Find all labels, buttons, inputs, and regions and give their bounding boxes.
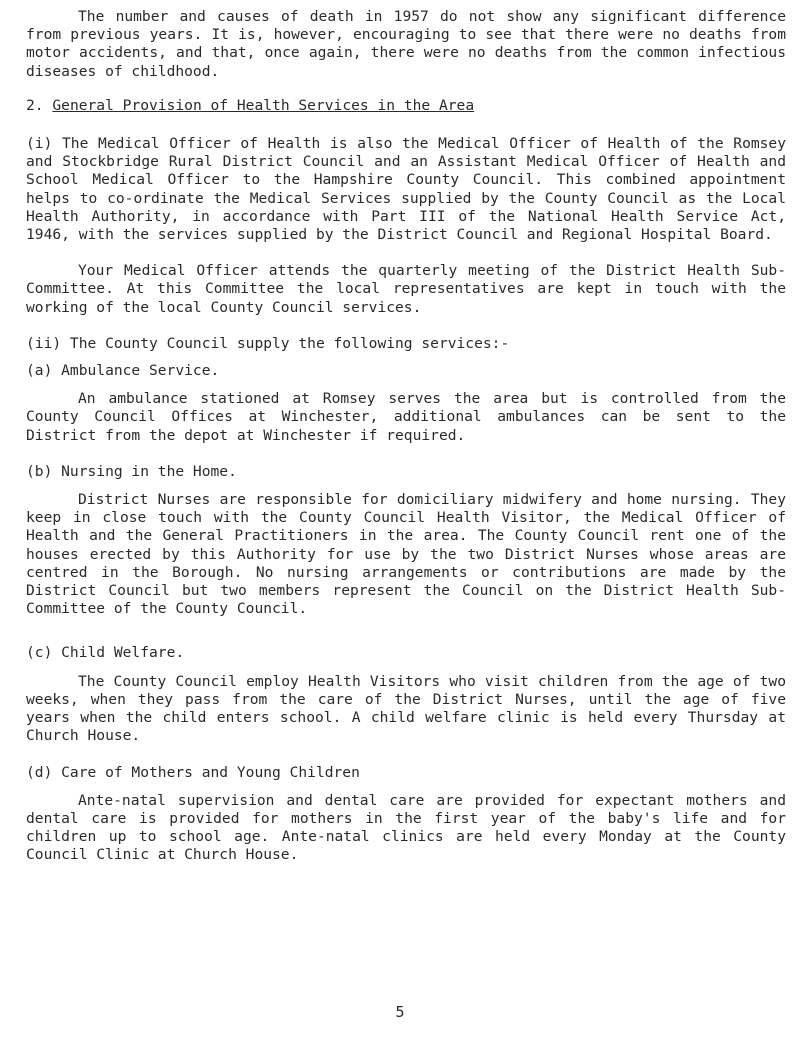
paragraph-i-continued: Your Medical Officer attends the quarterly meeting of the District Health Sub-Committee. At this Committee the local representatives are kept in touch with the working of the local County Council services. [26,262,786,316]
subsection-b-body: District Nurses are responsible for domiciliary midwifery and home nursing. They keep in close touch with the County Council Health Visitor, the Medical Officer of Health and the General Practitioners in the area. The County Council rent one of the houses erected by this Authority for use by the two District Nurses whose areas are centred in the Borough. No nursing arrangements or contributions are made by the District Council but two members represent the Council on the District Health Sub-Committee of the County Council. [26,491,786,618]
subsection-c-body: The County Council employ Health Visitors who visit children from the age of two weeks, when they pass from the care of the District Nurses, until the age of five years when the child enters school. A child welfare clinic is held every Thursday at Church House. [26,672,786,745]
paragraph-i: (i) The Medical Officer of Health is also the Medical Officer of Health of the Romsey and Stockbridge Rural District Council and an Assistant Medical Officer of Health and School Medical Officer to the Hampshire County Council. This combined appointment helps to co-ordinate the Medical Services supplied by the County Council as the Local Health Authority, in accordance with Part III of the National Health Service Act, 1946, with the services supplied by the District Council and Regional Hospital Board. [26,135,786,244]
section-heading [26,97,786,115]
section-number: 2. [26,96,44,114]
intro-paragraph: The number and causes of death in 1957 do not show any significant difference from previous years. It is, however, encouraging to see that there were no deaths from motor accidents, and that, once again, there were no deaths from the common infectious diseases of childhood. [26,8,786,80]
paragraph-ii: (ii) The County Council supply the following services:- [26,334,510,352]
document-page [26,0,786,865]
section-title: General Provision of Health Services in the Area [52,96,475,114]
page-number: 5 [395,1003,405,1021]
subsection-b-heading: (b) Nursing in the Home. [26,462,237,480]
subsection-a-heading: (a) Ambulance Service. [26,362,220,380]
subsection-d-heading: (d) Care of Mothers and Young Children [26,763,360,781]
subsection-c-heading: (c) Child Welfare. [26,644,185,662]
subsection-d-body: Ante-natal supervision and dental care are provided for expectant mothers and dental care is provided for mothers in the first year of the baby's life and for children up to school age. Ante-natal clinics are held every Monday at the County Council Clinic at Church House. [26,791,786,864]
subsection-a-body: An ambulance stationed at Romsey serves the area but is controlled from the County Council Offices at Winchester, additional ambulances can be sent to the District from the depot at Winchester if required. [26,390,786,444]
